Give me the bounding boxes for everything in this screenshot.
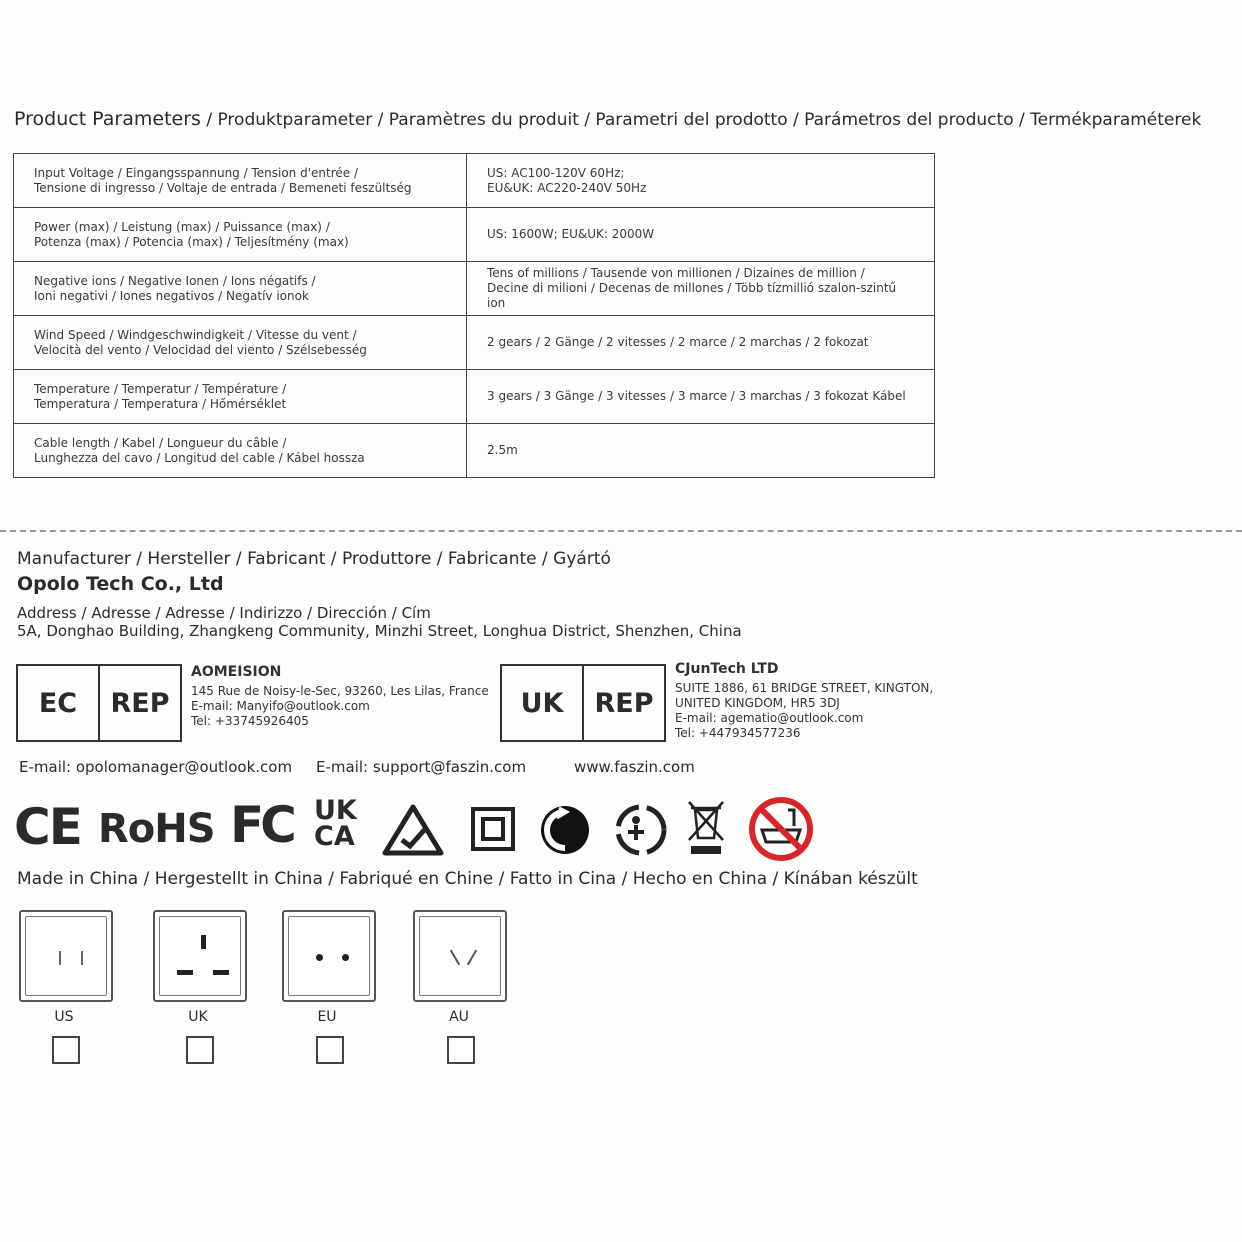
param-value: Tens of millions / Tausende von millionen / Dizaines de million / Decine di milioni / Decenas de millones / Több tízmillió szalon-szintű ion	[467, 262, 935, 316]
table-row	[14, 262, 935, 316]
ec-rep-right: REP	[98, 666, 180, 740]
uk-rep-tel: Tel: +447934577236	[675, 726, 801, 740]
plug-au-icon	[413, 910, 507, 1002]
ec-rep-email: E-mail: Manyifo@outlook.com	[191, 699, 370, 713]
param-label: Wind Speed / Windgeschwindigkeit / Vitesse du vent / Velocità del vento / Velocidad del viento / Szélsebesség	[14, 316, 467, 370]
uk-rep-right: REP	[582, 666, 664, 740]
ec-rep-address: 145 Rue de Noisy-le-Sec, 93260, Les Lilas, France	[191, 684, 489, 698]
table-row	[14, 424, 935, 478]
plug-us-icon	[19, 910, 113, 1002]
green-dot-icon	[539, 804, 591, 856]
param-label: Input Voltage / Eingangsspannung / Tension d'entrée / Tensione di ingresso / Voltaje de entrada / Bemeneti feszültség	[14, 154, 467, 208]
checkbox-au[interactable]	[447, 1036, 475, 1064]
manufacturer-name: Opolo Tech Co., Ltd	[17, 573, 224, 595]
param-label: Cable length / Kabel / Longueur du câble / Lunghezza del cavo / Longitud del cable / Kábel hossza	[14, 424, 467, 478]
plug-label-us: US	[54, 1009, 74, 1025]
manufacturer-label: Manufacturer / Hersteller / Fabricant / Produttore / Fabricante / Gyártó	[17, 549, 611, 569]
contact-email-1: E-mail: opolomanager@outlook.com	[19, 758, 293, 776]
recycle-triman-icon	[614, 802, 668, 858]
contact-email-2: E-mail: support@faszin.com	[316, 758, 527, 776]
plug-label-uk: UK	[188, 1009, 208, 1025]
weee-bin-icon	[686, 800, 726, 858]
table-row	[14, 154, 935, 208]
param-label: Negative ions / Negative Ionen / Ions négatifs / Ioni negativi / Iones negativos / Negatív ionok	[14, 262, 467, 316]
checkbox-us[interactable]	[52, 1036, 80, 1064]
table-row	[14, 208, 935, 262]
title-lead: Product Parameters	[14, 108, 201, 130]
title-translations: / Produktparameter / Paramètres du produit / Parametri del prodotto / Parámetros del producto / Termékparaméterek	[200, 110, 1202, 130]
dashed-divider	[0, 530, 1242, 532]
address-text: 5A, Donghao Building, Zhangkeng Community, Minzhi Street, Longhua District, Shenzhen, China	[17, 622, 742, 640]
ce-mark-icon: CE	[14, 798, 81, 856]
double-insulation-icon	[470, 806, 516, 852]
parameters-table	[13, 153, 935, 478]
uk-rep-address-1: SUITE 1886, 61 BRIDGE STREET, KINGTON,	[675, 681, 934, 695]
rohs-mark-icon: RoHS	[98, 806, 215, 852]
ec-rep-symbol	[16, 664, 182, 742]
website-link: www.faszin.com	[574, 758, 695, 776]
page-title	[14, 108, 1201, 130]
param-label: Power (max) / Leistung (max) / Puissance (max) / Potenza (max) / Potencia (max) / Teljesítmény (max)	[14, 208, 467, 262]
ec-rep-tel: Tel: +33745926405	[191, 714, 309, 728]
address-label: Address / Adresse / Adresse / Indirizzo / Dirección / Cím	[17, 604, 431, 622]
table-row	[14, 370, 935, 424]
param-value: 2 gears / 2 Gänge / 2 vitesses / 2 marce / 2 marchas / 2 fokozat	[467, 316, 935, 370]
made-in-china: Made in China / Hergestellt in China / Fabriqué en Chine / Fatto in Cina / Hecho en China / Kínában készült	[17, 869, 918, 889]
checkbox-eu[interactable]	[316, 1036, 344, 1064]
uk-rep-name: CJunTech LTD	[675, 661, 779, 677]
checkbox-uk[interactable]	[186, 1036, 214, 1064]
plug-uk-icon	[153, 910, 247, 1002]
param-value: 2.5m	[467, 424, 935, 478]
ec-rep-name: AOMEISION	[191, 664, 282, 680]
param-label: Temperature / Temperatur / Température / Temperatura / Temperatura / Hőmérséklet	[14, 370, 467, 424]
ukca-mark-icon: UK CA	[314, 795, 357, 852]
rcm-mark-icon	[382, 804, 444, 856]
plug-label-eu: EU	[317, 1009, 337, 1025]
ec-rep-info	[191, 665, 489, 729]
param-value: US: 1600W; EU&UK: 2000W	[467, 208, 935, 262]
param-value: US: AC100-120V 60Hz; EU&UK: AC220-240V 50Hz	[467, 154, 935, 208]
param-value: 3 gears / 3 Gänge / 3 vitesses / 3 marce / 3 marchas / 3 fokozat Kábel	[467, 370, 935, 424]
table-row	[14, 316, 935, 370]
uk-rep-left: UK	[520, 687, 564, 719]
uk-rep-email: E-mail: agematio@outlook.com	[675, 711, 864, 725]
plug-eu-icon	[282, 910, 376, 1002]
uk-rep-address-2: UNITED KINGDOM, HR5 3DJ	[675, 696, 840, 710]
uk-rep-info	[675, 662, 933, 741]
fcc-mark-icon: FC	[230, 796, 293, 854]
ec-rep-left: EC	[38, 687, 78, 719]
uk-rep-symbol	[500, 664, 666, 742]
plug-label-au: AU	[449, 1009, 469, 1025]
no-bath-icon	[748, 796, 814, 862]
